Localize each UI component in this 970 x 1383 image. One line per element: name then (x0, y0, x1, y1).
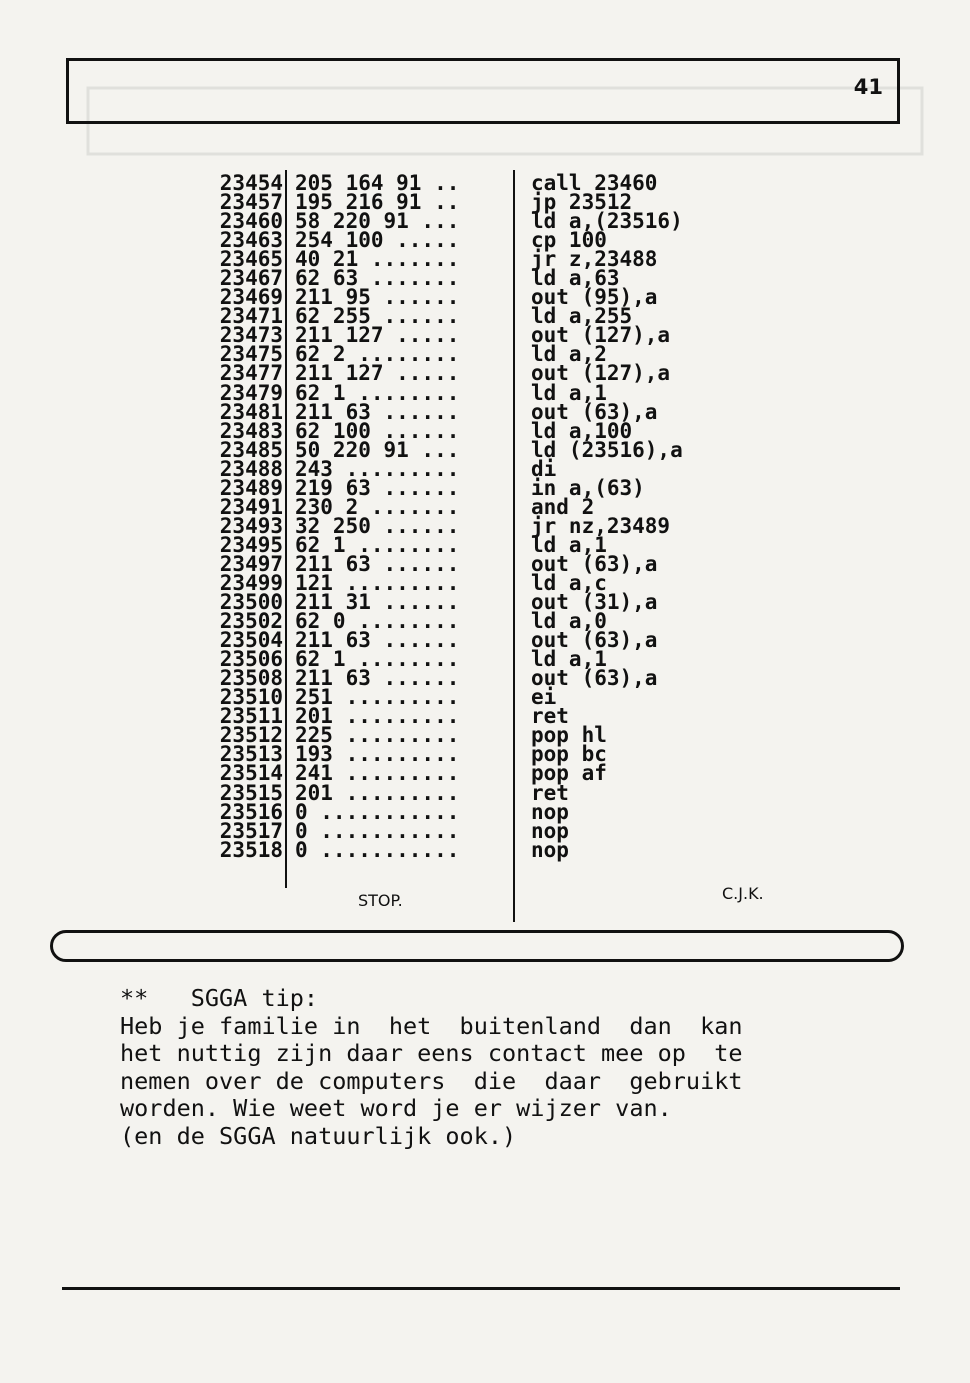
listing-bytes: 62 100 ...... (295, 418, 460, 443)
listing-instruction: out (63),a (531, 399, 658, 424)
listing-address: 23518 (219, 837, 283, 862)
listing-bytes: 0 ........... (295, 799, 460, 824)
column-divider-right (513, 170, 515, 922)
listing-bytes: 201 ......... (295, 780, 460, 805)
listing-instruction: nop (531, 837, 569, 862)
listing-instruction: di (531, 456, 557, 481)
listing-bytes: 121 ......... (295, 570, 460, 595)
listing-bytes: 211 63 ...... (295, 666, 460, 691)
listing-bytes: 62 1 ........ (295, 380, 460, 405)
listing-bytes: 195 216 91 .. (295, 190, 460, 215)
listing-address: 23506 (219, 647, 283, 672)
listing-address: 23495 (219, 532, 283, 557)
listing-row (165, 837, 683, 862)
tip-heading: ** SGGA tip: (120, 984, 319, 1012)
listing-bytes: 62 1 ........ (295, 532, 460, 557)
listing-bytes: 193 ......... (295, 742, 460, 767)
listing-bytes: 211 63 ...... (295, 628, 460, 653)
listing-instruction: ret (531, 704, 569, 729)
listing-address: 23467 (219, 266, 283, 291)
listing-instruction: ret (531, 780, 569, 805)
listing-instruction: ld a,255 (531, 304, 633, 329)
listing-address: 23485 (219, 437, 283, 462)
listing-address: 23477 (219, 361, 283, 386)
listing-bytes: 211 63 ...... (295, 551, 460, 576)
stop-label: STOP. (358, 891, 403, 910)
listing-bytes: 62 63 ....... (295, 266, 460, 291)
listing-bytes: 211 63 ...... (295, 399, 460, 424)
listing-instruction: pop hl (531, 723, 607, 748)
listing-address: 23460 (219, 209, 283, 234)
listing-address: 23489 (219, 475, 283, 500)
listing-address: 23493 (219, 513, 283, 538)
listing-bytes: 62 1 ........ (295, 647, 460, 672)
listing-bytes: 58 220 91 ... (295, 209, 460, 234)
listing-address: 23513 (219, 742, 283, 767)
listing-instruction: ld a,0 (531, 609, 607, 634)
listing-bytes: 254 100 ..... (295, 228, 460, 253)
page-number: 41 (853, 75, 883, 99)
listing-address: 23514 (219, 761, 283, 786)
listing-instruction: jr nz,23489 (531, 513, 671, 538)
tip-line: (en de SGGA natuurlijk ook.) (120, 1121, 517, 1150)
listing-address: 23516 (219, 799, 283, 824)
listing-bytes: 241 ......... (295, 761, 460, 786)
listing-bytes: 62 0 ........ (295, 609, 460, 634)
listing-bytes: 50 220 91 ... (295, 437, 460, 462)
listing-bytes: 62 2 ........ (295, 342, 460, 367)
listing-address: 23469 (219, 285, 283, 310)
page-header-box (66, 58, 900, 124)
listing-instruction: ld a,100 (531, 418, 633, 443)
listing-instruction: out (127),a (531, 361, 671, 386)
listing-address: 23475 (219, 342, 283, 367)
tip-line: nemen over de computers die daar gebruikt (120, 1066, 743, 1095)
listing-address: 23463 (219, 228, 283, 253)
listing-address: 23511 (219, 704, 283, 729)
listing-instruction: ld a,1 (531, 380, 607, 405)
listing-instruction: pop bc (531, 742, 607, 767)
listing-instruction: ld (23516),a (531, 437, 683, 462)
listing-instruction: and 2 (531, 494, 595, 519)
listing-instruction: cp 100 (531, 228, 607, 253)
separator-capsule (50, 930, 904, 962)
listing-address: 23499 (219, 570, 283, 595)
column-divider-left (285, 170, 287, 888)
listing-address: 23510 (219, 685, 283, 710)
listing-bytes: 211 127 ..... (295, 323, 460, 348)
listing-instruction: out (31),a (531, 590, 658, 615)
listing-address: 23517 (219, 818, 283, 843)
listing-address: 23515 (219, 780, 283, 805)
listing-bytes: 211 31 ...... (295, 590, 460, 615)
listing-instruction: ld a,(23516) (531, 209, 683, 234)
listing-instruction: ld a,c (531, 570, 607, 595)
listing-address: 23504 (219, 628, 283, 653)
listing-instruction: nop (531, 818, 569, 843)
listing-instruction: ld a,2 (531, 342, 607, 367)
listing-bytes: 211 127 ..... (295, 361, 460, 386)
tip-line: worden. Wie weet word je er wijzer van. (120, 1094, 672, 1122)
listing-instruction: call 23460 (531, 171, 658, 195)
listing-instruction: pop af (531, 761, 607, 786)
listing-bytes: 62 255 ...... (295, 304, 460, 329)
listing-address: 23481 (219, 399, 283, 424)
listing-address: 23508 (219, 666, 283, 691)
listing-bytes: 205 164 91 .. (295, 171, 460, 195)
listing-instruction: ld a,1 (531, 532, 607, 557)
listing-instruction: ld a,1 (531, 647, 607, 672)
listing-instruction: out (63),a (531, 666, 658, 691)
listing-instruction: jr z,23488 (531, 247, 658, 272)
listing-instruction: out (95),a (531, 285, 658, 310)
listing-address: 23479 (219, 380, 283, 405)
listing-address: 23488 (219, 456, 283, 481)
bottom-rule (62, 1287, 900, 1290)
listing-address: 23471 (219, 304, 283, 329)
listing-bytes: 40 21 ....... (295, 247, 460, 272)
tip-line: Heb je familie in het buitenland dan kan (120, 1011, 743, 1040)
listing-bytes: 0 ........... (295, 818, 460, 843)
listing-address: 23454 (219, 171, 283, 195)
listing-bytes: 219 63 ...... (295, 475, 460, 500)
listing-bytes: 230 2 ....... (295, 494, 460, 519)
listing-bytes: 251 ......... (295, 685, 460, 710)
listing-address: 23473 (219, 323, 283, 348)
listing-instruction: in a,(63) (531, 475, 645, 500)
listing-instruction: ld a,63 (531, 266, 620, 291)
listing-address: 23497 (219, 551, 283, 576)
listing-instruction: out (63),a (531, 628, 658, 653)
listing-instruction: jp 23512 (531, 190, 633, 215)
listing-instruction: ei (531, 685, 557, 710)
author-initials: C.J.K. (722, 884, 764, 903)
listing-instruction: out (63),a (531, 551, 658, 576)
listing-instruction: nop (531, 799, 569, 824)
listing-address: 23502 (219, 609, 283, 634)
listing-bytes: 243 ......... (295, 456, 460, 481)
listing-bytes: 211 95 ...... (295, 285, 460, 310)
listing-address: 23500 (219, 590, 283, 615)
listing-bytes: 0 ........... (295, 837, 460, 862)
listing-address: 23457 (219, 190, 283, 215)
listing-instruction: out (127),a (531, 323, 671, 348)
sgga-tip (120, 985, 743, 1150)
tip-line: het nuttig zijn daar eens contact mee op te (120, 1039, 743, 1067)
assembly-listing (165, 171, 683, 862)
listing-address: 23491 (219, 494, 283, 519)
listing-address: 23465 (219, 247, 283, 272)
listing-bytes: 201 ......... (295, 704, 460, 729)
listing-address: 23483 (219, 418, 283, 443)
listing-address: 23512 (219, 723, 283, 748)
listing-bytes: 32 250 ...... (295, 513, 460, 538)
listing-bytes: 225 ......... (295, 723, 460, 748)
